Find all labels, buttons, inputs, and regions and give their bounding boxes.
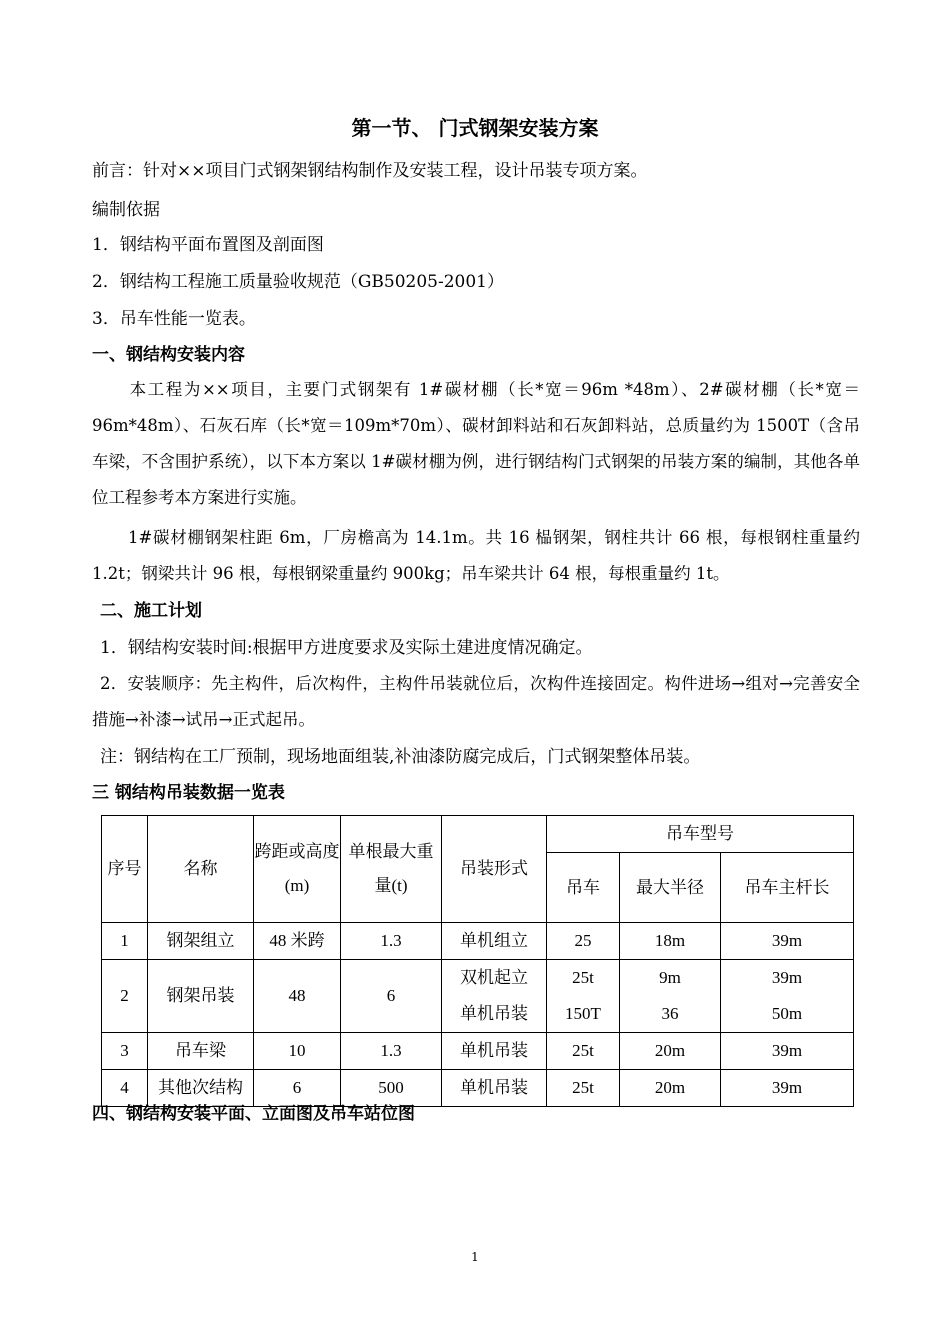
- header-span: 跨距或高度(m): [254, 816, 341, 923]
- cell-crane-line-1: 25t: [572, 968, 594, 987]
- cell-boom: 39m: [721, 1070, 854, 1107]
- cell-radius-line-2: 36: [661, 1004, 679, 1023]
- cell-boom: [721, 960, 854, 1033]
- cell-span: 48: [254, 960, 341, 1033]
- header-weight: 单根最大重量(t): [341, 816, 442, 923]
- cell-form-line-1: 双机起立: [460, 968, 528, 987]
- cell-crane: 25t: [547, 1070, 620, 1107]
- section2-item-2: 2．安装顺序：先主构件，后次构件，主构件吊装就位后，次构件连接固定。构件进场→组对→完善安全措施→补漆→试吊→正式起吊。: [92, 674, 860, 729]
- header-crane: 吊车: [547, 853, 620, 923]
- cell-weight: 1.3: [341, 923, 442, 960]
- cell-weight: 6: [341, 960, 442, 1033]
- section2-note: 注：钢结构在工厂预制，现场地面组装,补油漆防腐完成后，门式钢架整体吊装。: [100, 747, 701, 767]
- header-seq: 序号: [102, 816, 148, 923]
- cell-span: 6: [254, 1070, 341, 1107]
- section1-paragraph-2: [92, 520, 860, 592]
- cell-seq: 2: [102, 960, 148, 1033]
- cell-form-line-2: 单机吊装: [460, 1004, 528, 1023]
- header-form: 吊装形式: [442, 816, 547, 923]
- section1-paragraph-2-text: 1#碳材棚钢架柱距 6m，厂房檐高为 14.1m。共 16 榀钢架，钢柱共计 66 根，每根钢柱重量约 1.2t；钢梁共计 96 根，每根钢梁重量约 900kg；吊车梁共计 64 根，每根重量约 1t。: [92, 528, 860, 583]
- cell-boom-line-2: 50m: [771, 1004, 803, 1023]
- cell-seq: 3: [102, 1033, 148, 1070]
- basis-item-1: 1．钢结构平面布置图及剖面图: [92, 235, 324, 255]
- basis-heading: 编制依据: [92, 200, 160, 220]
- section1-paragraph-1: [92, 372, 860, 516]
- cell-weight: 500: [341, 1070, 442, 1107]
- section3-heading: 三 钢结构吊装数据一览表: [92, 783, 285, 803]
- section1-heading: 一、钢结构安装内容: [92, 345, 245, 365]
- cell-boom: 39m: [721, 923, 854, 960]
- table-row: [102, 1033, 854, 1070]
- cell-name: 钢架组立: [148, 923, 254, 960]
- lifting-data-table: [101, 815, 854, 1107]
- basis-item-2: 2．钢结构工程施工质量验收规范（GB50205-2001）: [92, 272, 504, 292]
- cell-crane-line-2: 150T: [565, 1004, 601, 1023]
- cell-span: 48 米跨: [254, 923, 341, 960]
- cell-crane: [547, 960, 620, 1033]
- header-crane-group: 吊车型号: [547, 816, 854, 853]
- table-row: [102, 1070, 854, 1107]
- table-row: [102, 960, 854, 1033]
- basis-item-3: 3．吊车性能一览表。: [92, 309, 256, 329]
- cell-seq: 1: [102, 923, 148, 960]
- page-title: 第一节、 门式钢架安装方案: [351, 116, 599, 140]
- section1-paragraph-1-text: 本工程为××项目，主要门式钢架有 1#碳材棚（长*宽＝96m *48m）、2#碳材棚（长*宽＝96m*48m）、石灰石库（长*宽＝109m*70m）、碳材卸料站和石灰卸料站，总质量约为 1500T（含吊车梁，不含围护系统），以下本方案以 1#碳材棚为例，进行钢结构门式钢架的吊装方案的编制，其他各单位工程参考本方案进行实施。: [92, 380, 860, 507]
- cell-radius: [620, 960, 721, 1033]
- cell-name: 钢架吊装: [148, 960, 254, 1033]
- preface-text: 前言：针对××项目门式钢架钢结构制作及安装工程，设计吊装专项方案。: [92, 161, 648, 181]
- cell-form: 单机吊装: [442, 1070, 547, 1107]
- cell-weight: 1.3: [341, 1033, 442, 1070]
- cell-form: 单机组立: [442, 923, 547, 960]
- cell-crane: 25t: [547, 1033, 620, 1070]
- header-radius: 最大半径: [620, 853, 721, 923]
- section2-item-1: 1．钢结构安装时间:根据甲方进度要求及实际土建进度情况确定。: [100, 638, 593, 658]
- table-row: [102, 923, 854, 960]
- cell-form: 单机吊装: [442, 1033, 547, 1070]
- cell-seq: 4: [102, 1070, 148, 1107]
- cell-radius: 20m: [620, 1070, 721, 1107]
- cell-radius-line-1: 9m: [659, 968, 681, 987]
- section4-heading: 四、钢结构安装平面、立面图及吊车站位图: [92, 1104, 415, 1124]
- cell-boom: 39m: [721, 1033, 854, 1070]
- header-boom: 吊车主杆长: [721, 853, 854, 923]
- cell-span: 10: [254, 1033, 341, 1070]
- cell-radius: 20m: [620, 1033, 721, 1070]
- section2-heading: 二、施工计划: [100, 601, 202, 621]
- cell-crane: 25: [547, 923, 620, 960]
- cell-name: 吊车梁: [148, 1033, 254, 1070]
- page-number: 1: [471, 1250, 479, 1264]
- header-name: 名称: [148, 816, 254, 923]
- cell-radius: 18m: [620, 923, 721, 960]
- cell-name: 其他次结构: [148, 1070, 254, 1107]
- table-header-row: [102, 816, 854, 853]
- cell-form: [442, 960, 547, 1033]
- cell-boom-line-1: 39m: [771, 968, 803, 987]
